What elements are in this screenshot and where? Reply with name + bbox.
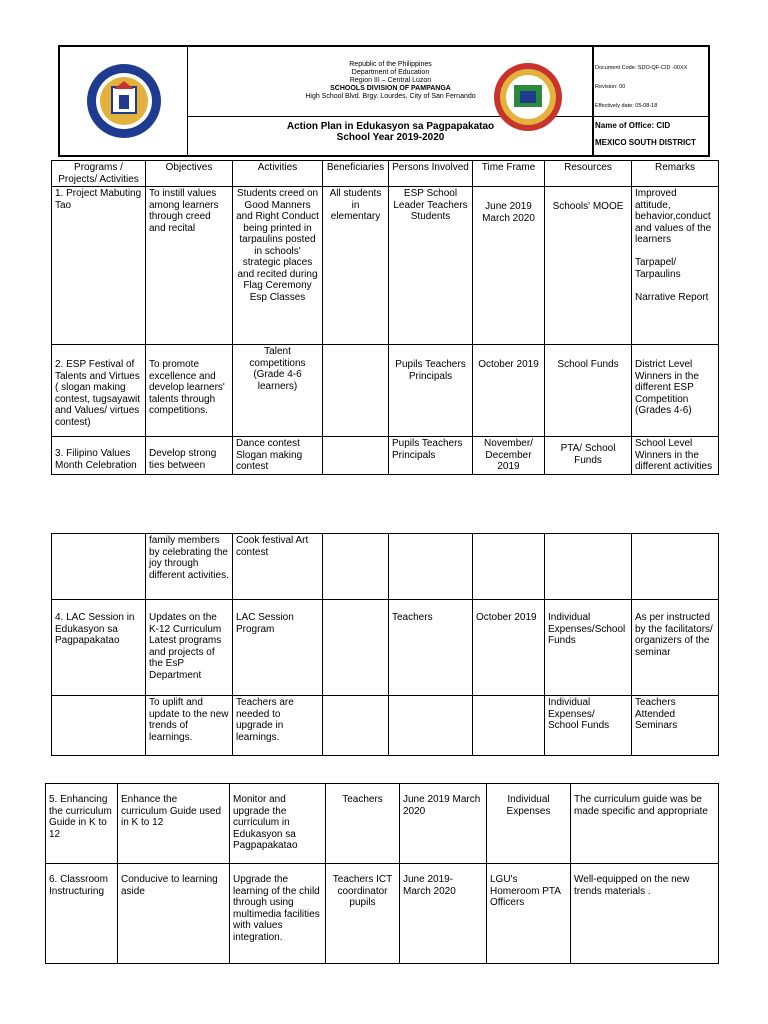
address-text: High School Blvd. Brgy. Lourdes, City of San Fernando [305, 93, 476, 100]
document-header [58, 45, 710, 157]
remarks-cell: Well-equipped on the new trends materials . [571, 864, 719, 964]
timeframe-cell: June 2019- March 2020 [400, 864, 487, 964]
objective-cell: To promote excellence and develop learners' talents through competitions. [146, 345, 233, 437]
table-row [52, 696, 719, 756]
program-cell [52, 534, 146, 600]
resources-cell: Individual Expenses/ School Funds [545, 696, 632, 756]
resources-cell: LGU's Homeroom PTA Officers [487, 864, 571, 964]
activity-cell: Talent competitions (Grade 4-6 learners) [233, 345, 323, 437]
activity-cell: Upgrade the learning of the child through using multimedia facilities with values integration. [230, 864, 326, 964]
activity-cell: LAC Session Program [233, 600, 323, 696]
activity-cell: Teachers are needed to upgrade in learnings. [233, 696, 323, 756]
timeframe-cell: June 2019 March 2020 [400, 784, 487, 864]
beneficiary-cell [323, 534, 389, 600]
office-name: Name of Office: CID [595, 121, 671, 130]
timeframe-cell: June 2019 March 2020 [473, 187, 545, 345]
division-text: SCHOOLS DIVISION OF PAMPANGA [330, 85, 451, 92]
beneficiary-cell [323, 345, 389, 437]
remarks-cell: District Level Winners in the different ESP Competition (Grades 4-6) [632, 345, 719, 437]
remarks-cell: Improved attitude, behavior,conduct and values of the learners Tarpapel/ Tarpaulins Narrative Report [632, 187, 719, 345]
beneficiary-cell [323, 696, 389, 756]
column-header: Programs / Projects/ Activities [52, 161, 146, 187]
column-header: Activities [233, 161, 323, 187]
persons-cell [389, 696, 473, 756]
objective-cell: Develop strong ties between [146, 437, 233, 475]
column-header: Remarks [632, 161, 719, 187]
effectivity-date: Effectively date: 05-08-18 [595, 103, 658, 109]
persons-cell: Teachers [326, 784, 400, 864]
beneficiary-cell: All students in elementary [323, 187, 389, 345]
remarks-cell: As per instructed by the facilitators/ organizers of the seminar [632, 600, 719, 696]
objective-cell: family members by celebrating the joy through different activities. [146, 534, 233, 600]
resources-cell: Individual Expenses/School Funds [545, 600, 632, 696]
program-cell: 2. ESP Festival of Talents and Virtues ( slogan making contest, tugsayawit and Values/ virtues contest) [52, 345, 146, 437]
program-cell: 1. Project Mabuting Tao [52, 187, 146, 345]
timeframe-cell: October 2019 [473, 345, 545, 437]
timeframe-cell: November/ December 2019 [473, 437, 545, 475]
resources-cell [545, 534, 632, 600]
table-row [52, 437, 719, 475]
remarks-cell: Teachers Attended Seminars [632, 696, 719, 756]
objective-cell: Conducive to learning aside [118, 864, 230, 964]
program-cell: 5. Enhancing the curriculum Guide in K to 12 [46, 784, 118, 864]
timeframe-cell: October 2019 [473, 600, 545, 696]
column-header: Time Frame [473, 161, 545, 187]
objective-cell: Updates on the K-12 Curriculum Latest programs and projects of the EsP Department [146, 600, 233, 696]
program-cell: 3. Filipino Values Month Celebration [52, 437, 146, 475]
activity-cell: Dance contest Slogan making contest [233, 437, 323, 475]
activity-cell: Cook festival Art contest [233, 534, 323, 600]
column-header: Objectives [146, 161, 233, 187]
objective-cell: To uplift and update to the new trends of learnings. [146, 696, 233, 756]
column-header: Beneficiaries [323, 161, 389, 187]
revision: Revision: 00 [595, 84, 626, 90]
table-row [46, 784, 719, 864]
activity-cell: Monitor and upgrade the curriculum in Edukasyon sa Pagpapakatao [230, 784, 326, 864]
objective-cell: To instill values among learners through creed and recital [146, 187, 233, 345]
table-row [52, 600, 719, 696]
timeframe-cell [473, 534, 545, 600]
timeframe-cell [473, 696, 545, 756]
resources-cell: School Funds [545, 345, 632, 437]
program-cell [52, 696, 146, 756]
column-header: Persons Involved [389, 161, 473, 187]
document-info-cell [592, 47, 710, 155]
division-seal-icon [492, 61, 564, 133]
resources-cell: Individual Expenses [487, 784, 571, 864]
remarks-cell: School Level Winners in the different activities [632, 437, 719, 475]
action-plan-table-2 [51, 533, 719, 756]
activity-cell: Students creed on Good Manners and Right Conduct being printed in tarpaulins posted in schools' strategic places and recited during Flag Ceremony Esp Classes [233, 187, 323, 345]
resources-cell: PTA/ School Funds [545, 437, 632, 475]
beneficiary-cell [323, 437, 389, 475]
table-header-row [52, 161, 719, 187]
document-code: Document Code: SDO-QF-CID -00XX [595, 65, 688, 71]
plan-title: Action Plan in Edukasyon sa Pagpapakatao [286, 121, 495, 132]
persons-cell: Pupils Teachers Principals [389, 345, 473, 437]
remarks-cell [632, 534, 719, 600]
school-year: School Year 2019-2020 [336, 132, 445, 143]
program-cell: 4. LAC Session in Edukasyon sa Pagpapakatao [52, 600, 146, 696]
district-name: MEXICO SOUTH DISTRICT [595, 138, 696, 147]
persons-cell: Teachers [389, 600, 473, 696]
region-text: Region III – Central Luzon [349, 77, 432, 84]
program-cell: 6. Classroom Instructuring [46, 864, 118, 964]
beneficiary-cell [323, 600, 389, 696]
action-plan-table-1 [51, 160, 719, 475]
deped-seal-cell [60, 47, 188, 155]
department-text: Department of Education [351, 69, 430, 76]
resources-cell: Schools' MOOE [545, 187, 632, 345]
republic-text: Republic of the Philippines [349, 61, 432, 68]
persons-cell: Pupils Teachers Principals [389, 437, 473, 475]
table-row [52, 187, 719, 345]
persons-cell: Teachers ICT coordinator pupils [326, 864, 400, 964]
action-plan-table-3 [45, 783, 719, 964]
table-row [52, 345, 719, 437]
column-header: Resources [545, 161, 632, 187]
table-row [46, 864, 719, 964]
objective-cell: Enhance the curriculum Guide used in K to 12 [118, 784, 230, 864]
table-row [52, 534, 719, 600]
deped-seal-icon [60, 47, 188, 155]
remarks-cell: The curriculum guide was be made specific and appropriate [571, 784, 719, 864]
persons-cell: ESP School Leader Teachers Students [389, 187, 473, 345]
persons-cell [389, 534, 473, 600]
